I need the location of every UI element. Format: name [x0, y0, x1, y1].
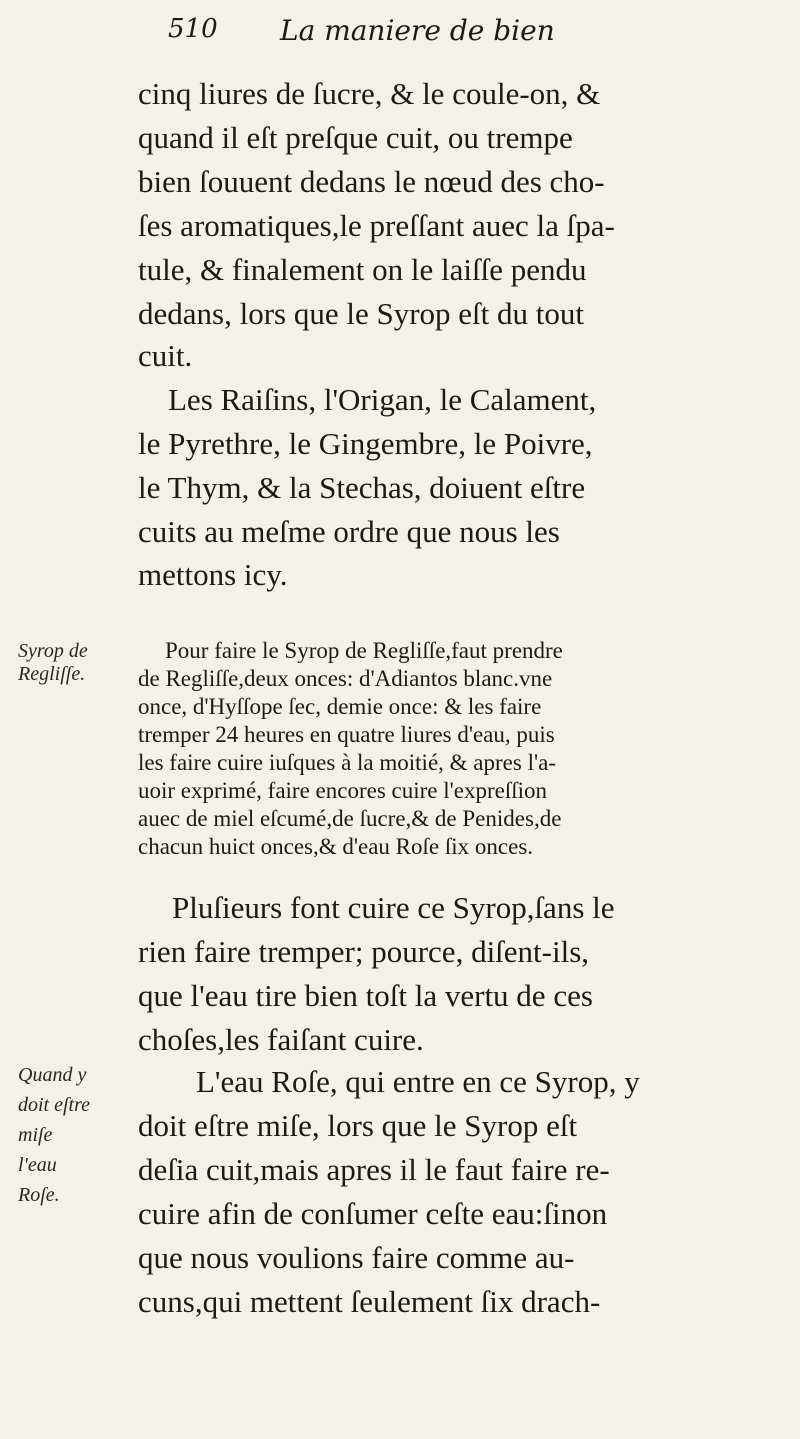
margin-note-syrup-licorice [18, 640, 88, 686]
text-line: que l'eau tire bien toſt la vertu de ces [138, 978, 593, 1013]
text-line: deſia cuit,mais apres il le faut faire re- [138, 1152, 610, 1187]
text-line: rien faire tremper; pource, diſent-ils, [138, 934, 590, 969]
text-line: tremper 24 heures en quatre liures d'eau, puis [138, 722, 555, 747]
text-line: auec de miel eſcumé,de ſucre,& de Penides,de [138, 806, 562, 831]
text-line: tule, & finalement on le laiſſe pendu [138, 252, 587, 287]
text-line: cuit. [138, 338, 193, 373]
text-line: cuire afin de conſumer ceſte eau:ſinon [138, 1196, 608, 1231]
margin-note-line: Roſe. [18, 1184, 60, 1206]
text-line: L'eau Roſe, qui entre en ce Syrop, y [196, 1064, 640, 1099]
text-line: uoir exprimé, faire encores cuire l'expreſſion [138, 778, 548, 803]
text-line: dedans, lors que le Syrop eſt du tout [138, 296, 584, 331]
text-line: chacun huict onces,& d'eau Roſe ſix onces. [138, 834, 534, 859]
text-line: le Thym, & la Stechas, doiuent eſtre [138, 470, 586, 505]
text-line: le Pyrethre, le Gingembre, le Poivre, [138, 426, 593, 461]
text-line: doit eſtre miſe, lors que le Syrop eſt [138, 1108, 578, 1143]
text-line: choſes,les faiſant cuire. [138, 1022, 424, 1057]
text-line: Pour faire le Syrop de Regliſſe,faut prendre [165, 638, 563, 663]
margin-note-line: Quand y [18, 1064, 87, 1086]
text-line: Pluſieurs font cuire ce Syrop,ſans le [172, 890, 615, 925]
page-number: 510 [168, 14, 218, 44]
text-line: les faire cuire iuſques à la moitié, & apres l'a- [138, 750, 556, 775]
text-line: que nous voulions faire comme au- [138, 1240, 575, 1275]
text-line: cuits au meſme ordre que nous les [138, 514, 560, 549]
text-line: bien ſouuent dedans le nœud des cho- [138, 164, 605, 199]
page-header [168, 10, 728, 50]
margin-note-line: doit eſtre [18, 1094, 91, 1116]
margin-note-line: l'eau [18, 1154, 57, 1176]
text-line: ſes aromatiques,le preſſant auec la ſpa- [138, 208, 615, 243]
text-line: once, d'Hyſſope ſec, demie once: & les faire [138, 694, 542, 719]
text-line: quand il eſt preſque cuit, ou trempe [138, 120, 573, 155]
running-title: La maniere de bien [280, 14, 555, 47]
margin-note-line: Syrop de [18, 640, 88, 662]
text-line: Les Raiſins, l'Origan, le Calament, [168, 382, 597, 417]
margin-note-rose-water [18, 1060, 90, 1210]
margin-note-line: Regliſſe. [18, 663, 86, 685]
margin-note-line: miſe [18, 1124, 53, 1146]
text-line: cuns,qui mettent ſeulement ſix drach- [138, 1284, 601, 1319]
text-line: de Regliſſe,deux onces: d'Adiantos blanc.vne [138, 666, 553, 691]
text-line: cinq liures de ſucre, & le coule-on, & [138, 76, 601, 111]
text-line: mettons icy. [138, 557, 288, 592]
